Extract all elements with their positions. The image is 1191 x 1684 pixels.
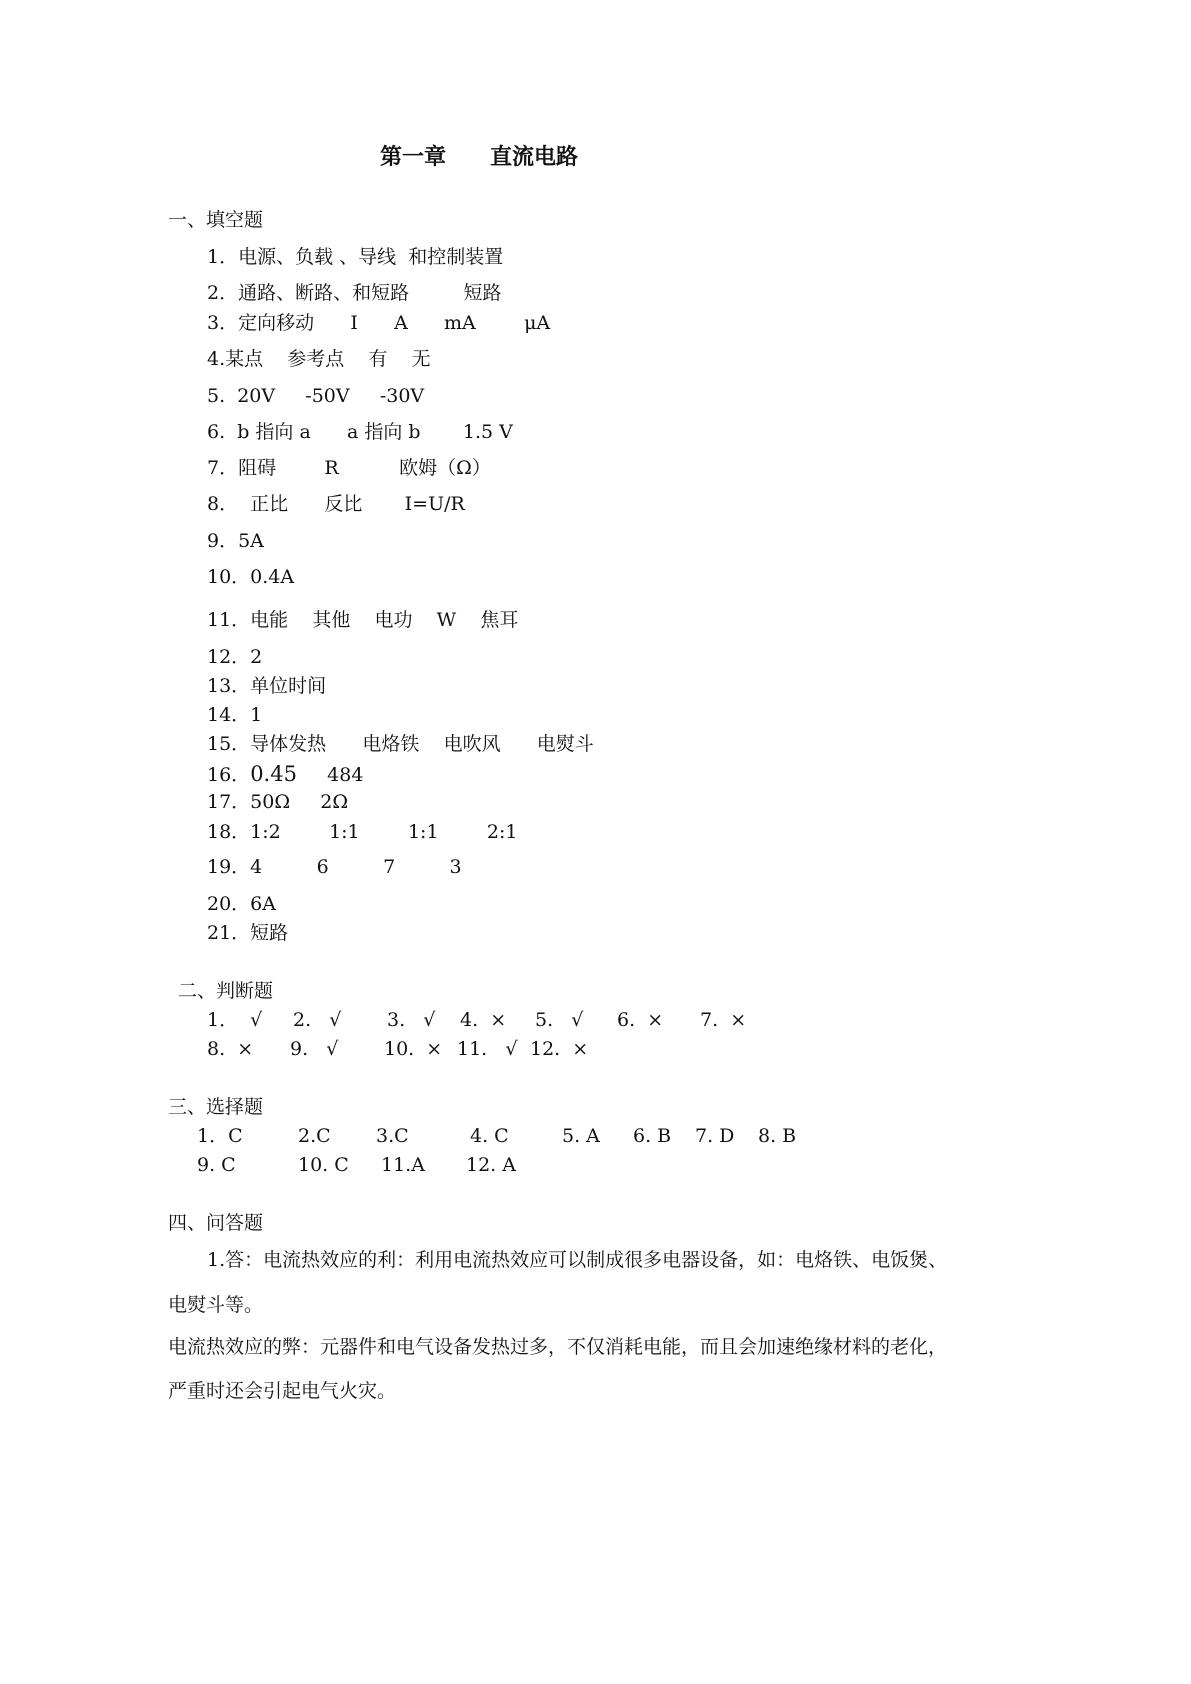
answer-cell: 5. √ <box>535 1009 584 1031</box>
answer-line: 5. 20V -50V -30V <box>207 385 425 407</box>
answer-cell: 8. B <box>758 1125 797 1147</box>
paragraph-line: 电流热效应的弊：元器件和电气设备发热过多，不仅消耗电能，而且会加速绝缘材料的老化， <box>168 1336 948 1358</box>
answer-line: 11．电能 其他 电功 W 焦耳 <box>207 609 519 631</box>
answer-line: 12．2 <box>207 646 263 668</box>
answer-line: 10．0.4A <box>207 566 295 588</box>
answer-line: 14．1 <box>207 704 263 726</box>
answer-cell: 9. √ <box>290 1038 339 1060</box>
answer-cell: 1． √ <box>207 1009 263 1031</box>
paragraph-line: 1.答：电流热效应的利：利用电流热效应可以制成很多电器设备，如：电烙铁、电饭煲、 <box>207 1249 948 1271</box>
answer-cell: 4. × <box>460 1009 507 1031</box>
answer-line <box>207 764 363 785</box>
answer-line: 13．单位时间 <box>207 675 327 697</box>
answer-line: 15．导体发热 电烙铁 电吹风 电熨斗 <box>207 733 594 755</box>
answer-cell: 10. C <box>298 1154 349 1176</box>
answer-value: 0.45 <box>250 762 297 786</box>
answer-line: 20．6A <box>207 893 276 915</box>
answer-cell: 10. × <box>384 1038 443 1060</box>
answer-cell: 8. × <box>207 1038 254 1060</box>
answer-cell: 6. B <box>633 1125 672 1147</box>
answer-cell: 11.A <box>381 1154 425 1176</box>
answer-line: 3．定向移动 I A mA μA <box>207 312 551 334</box>
section-heading-multiple-choice: 三、选择题 <box>168 1096 264 1118</box>
answer-cell: 5. A <box>562 1125 600 1147</box>
answer-line: 2．通路、断路、和短路 短路 <box>207 282 502 304</box>
answer-cell: 12. × <box>530 1038 589 1060</box>
answer-line: 18．1:2 1:1 1:1 2:1 <box>207 821 518 843</box>
answer-number: 16． <box>207 764 251 786</box>
answer-cell: 1．C <box>197 1125 243 1147</box>
answer-cell: 3.C <box>376 1125 409 1147</box>
answer-line: 6. b 指向 a a 指向 b 1.5 V <box>207 421 513 443</box>
answer-cell: 3. √ <box>387 1009 436 1031</box>
answer-cell: 7. × <box>700 1009 747 1031</box>
answer-line: 19．4 6 7 3 <box>207 856 462 878</box>
answer-line: 7．阻碍 R 欧姆（Ω） <box>207 457 491 479</box>
section-heading-fill-blank: 一、填空题 <box>168 209 264 231</box>
answer-cell: 12. A <box>466 1154 516 1176</box>
answer-line: 4.某点 参考点 有 无 <box>207 348 431 370</box>
answer-cell: 11. √ <box>457 1038 518 1060</box>
answer-value: 484 <box>296 764 364 786</box>
answer-cell: 6. × <box>617 1009 664 1031</box>
section-heading-short-answer: 四、问答题 <box>168 1212 264 1234</box>
answer-cell: 4. C <box>470 1125 509 1147</box>
answer-cell: 7. D <box>695 1125 735 1147</box>
answer-cell: 2.C <box>298 1125 331 1147</box>
paragraph-line: 严重时还会引起电气火灾。 <box>168 1380 397 1402</box>
answer-line: 9．5A <box>207 530 264 552</box>
answer-line: 21．短路 <box>207 922 289 944</box>
answer-line: 8． 正比 反比 I=U/R <box>207 493 465 515</box>
answer-line: 1．电源、负载 、导线 和控制装置 <box>207 246 504 268</box>
section-heading-true-false: 二、判断题 <box>178 980 274 1002</box>
answer-cell: 2. √ <box>293 1009 342 1031</box>
chapter-title: 第一章 直流电路 <box>380 144 579 170</box>
paragraph-line: 电熨斗等。 <box>168 1294 264 1316</box>
answer-cell: 9. C <box>197 1154 236 1176</box>
answer-line: 17．50Ω 2Ω <box>207 791 349 813</box>
